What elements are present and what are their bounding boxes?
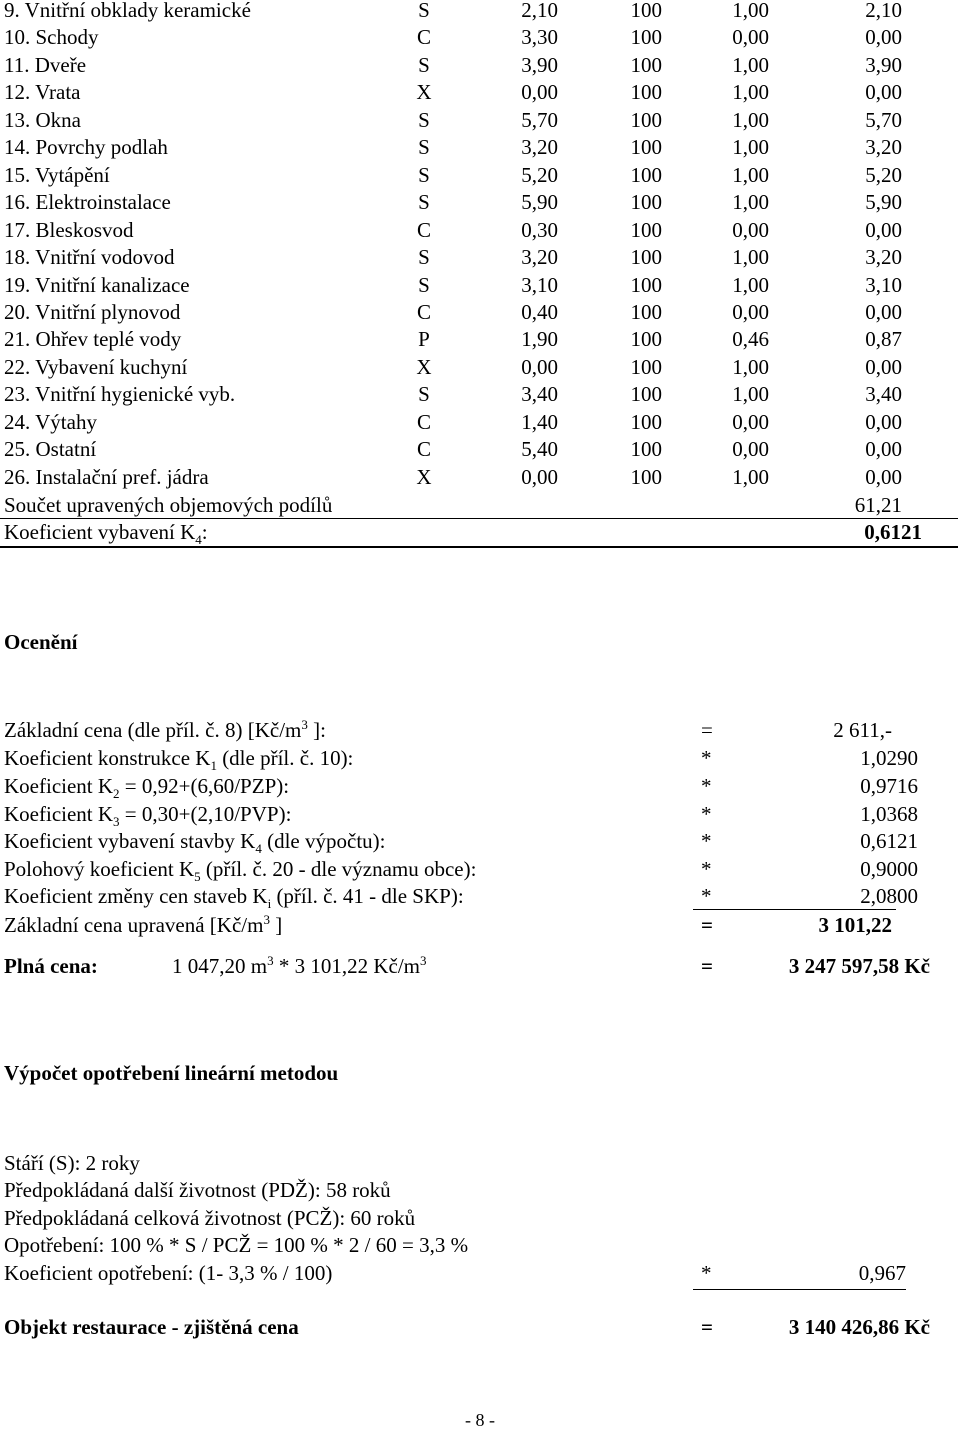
- depreciation-heading: Výpočet opotřebení lineární metodou: [4, 1061, 339, 1085]
- cell-code: C: [416, 25, 431, 50]
- valuation-label-k1: Koeficient konstrukce $K_1$ (dle příl. č. 10):: [4, 746, 354, 774]
- cell-pct: 100: [630, 217, 662, 242]
- valuation-op-ki: *: [701, 884, 712, 908]
- age-line: Stáří (S): 2 roky: [4, 1151, 140, 1175]
- valuation-op-k3: *: [701, 802, 712, 826]
- cell-pct: 100: [630, 354, 662, 379]
- cell-pct: 100: [630, 0, 662, 22]
- full-price-label: Plná cena:: [4, 954, 98, 978]
- wear-coef-row: [4, 1260, 956, 1286]
- cell-code: S: [418, 190, 430, 215]
- cell-adj: 0,87: [865, 327, 902, 352]
- table-row: [4, 326, 956, 352]
- valuation-value-k3: 1,0368: [860, 802, 918, 826]
- cell-share: 0,00: [521, 80, 558, 105]
- cell-name: 11. Dveře: [4, 52, 87, 77]
- full-price-op: =: [701, 954, 713, 978]
- cell-pct: 100: [630, 190, 662, 215]
- cell-name: 13. Okna: [4, 107, 81, 132]
- cell-adj: 3,20: [865, 245, 902, 270]
- table-row: [4, 52, 956, 78]
- cell-name: 25. Ostatní: [4, 437, 97, 462]
- k4-label: Koeficient vybavení $K_4$:: [4, 520, 208, 548]
- cell-share: 0,00: [521, 354, 558, 379]
- total-life-line: Předpokládaná celková životnost (PCŽ): 60 roků: [4, 1206, 416, 1230]
- cell-pct: 100: [630, 409, 662, 434]
- cell-pct: 100: [630, 382, 662, 407]
- cell-adj: 5,90: [865, 190, 902, 215]
- cell-share: 3,10: [521, 272, 558, 297]
- cell-pct: 100: [630, 162, 662, 187]
- cell-code: S: [418, 52, 430, 77]
- wear-coef-value: 0,967: [858, 1261, 906, 1285]
- valuation-value-base: 2 611,-: [833, 718, 892, 742]
- cell-share: 3,40: [521, 382, 558, 407]
- cell-coef: 1,00: [732, 162, 769, 187]
- valuation-heading: Ocenění: [4, 630, 78, 654]
- valuation-row-ki: [4, 883, 956, 912]
- cell-code: P: [418, 327, 430, 352]
- cell-adj: 5,70: [865, 107, 902, 132]
- full-price-row: [4, 953, 956, 979]
- valuation-label-k2: Koeficient $K_2 = 0,92+(6,60/PZP)$:: [4, 774, 290, 802]
- cell-code: S: [418, 0, 430, 22]
- cell-coef: 1,00: [732, 80, 769, 105]
- cell-code: C: [416, 437, 431, 462]
- valuation-value-adjusted: 3 101,22: [818, 913, 892, 937]
- wear-coef-label: Koeficient opotřebení: (1- 3,3 % / 100): [4, 1261, 333, 1285]
- cell-name: 15. Vytápění: [4, 162, 110, 187]
- full-price-calc: 1 047,20 $m^3 * 3$ 101,22 $Kč/m^3$: [172, 953, 427, 978]
- cell-coef: 1,00: [732, 245, 769, 270]
- valuation-value-k1: 1,0290: [860, 746, 918, 770]
- cell-code: S: [418, 107, 430, 132]
- cell-pct: 100: [630, 80, 662, 105]
- valuation-row-k2: [4, 773, 956, 802]
- table-row: [4, 464, 956, 490]
- cell-adj: 0,00: [865, 464, 902, 489]
- valuation-row-k5: [4, 856, 956, 885]
- valuation-row-base: [4, 717, 956, 743]
- adjusted-rule: [693, 909, 896, 910]
- cell-coef: 1,00: [732, 135, 769, 160]
- table-row: [4, 354, 956, 380]
- cell-adj: 5,20: [865, 162, 902, 187]
- table-row: [4, 381, 956, 407]
- table-row: [4, 0, 956, 23]
- cell-coef: 1,00: [732, 464, 769, 489]
- cell-pct: 100: [630, 327, 662, 352]
- cell-name: 21. Ohřev teplé vody: [4, 327, 182, 352]
- valuation-label-k4: Koeficient vybavení stavby $K_4$ (dle výpočtu):: [4, 829, 386, 857]
- k4-underline: [0, 546, 958, 548]
- valuation-row-adjusted: [4, 912, 956, 938]
- cell-adj: 0,00: [865, 80, 902, 105]
- cell-adj: 0,00: [865, 299, 902, 324]
- cell-pct: 100: [630, 52, 662, 77]
- table-row: [4, 134, 956, 160]
- cell-share: 3,20: [521, 135, 558, 160]
- table-row: [4, 24, 956, 50]
- cell-coef: 0,00: [732, 217, 769, 242]
- table-row: [4, 244, 956, 270]
- cell-code: C: [416, 299, 431, 324]
- cell-share: 5,90: [521, 190, 558, 215]
- cell-code: S: [418, 272, 430, 297]
- valuation-op-k5: *: [701, 857, 712, 881]
- cell-adj: 3,20: [865, 135, 902, 160]
- cell-name: 14. Povrchy podlah: [4, 135, 168, 160]
- cell-name: 26. Instalační pref. jádra: [4, 464, 209, 489]
- cell-pct: 100: [630, 135, 662, 160]
- valuation-value-k5: 0,9000: [860, 857, 918, 881]
- cell-share: 2,10: [521, 0, 558, 22]
- valuation-op-k4: *: [701, 829, 712, 853]
- cell-coef: 1,00: [732, 52, 769, 77]
- cell-adj: 0,00: [865, 25, 902, 50]
- valuation-label-base: Základní cena (dle příl. č. 8) [$Kč/m^3$ ]:: [4, 717, 326, 742]
- cell-share: 3,30: [521, 25, 558, 50]
- cell-adj: 3,90: [865, 52, 902, 77]
- cell-name: 20. Vnitřní plynovod: [4, 299, 181, 324]
- cell-code: X: [416, 80, 432, 105]
- cell-share: 3,20: [521, 245, 558, 270]
- table-row: [4, 162, 956, 188]
- table-row: [4, 409, 956, 435]
- cell-coef: 1,00: [732, 354, 769, 379]
- cell-pct: 100: [630, 245, 662, 270]
- cell-name: 18. Vnitřní vodovod: [4, 245, 175, 270]
- valuation-row-k4: [4, 828, 956, 857]
- valuation-op-adjusted: =: [701, 913, 713, 937]
- sum-label: Součet upravených objemových podílů: [4, 493, 333, 517]
- wear-coef-op: *: [701, 1261, 712, 1285]
- wear-line: Opotřebení: 100 % * S / PCŽ = 100 % * 2 / 60 = 3,3 %: [4, 1233, 469, 1257]
- cell-share: 1,90: [521, 327, 558, 352]
- cell-share: 5,40: [521, 437, 558, 462]
- valuation-value-k2: 0,9716: [860, 774, 918, 798]
- cell-pct: 100: [630, 299, 662, 324]
- valuation-label-ki: Koeficient změny cen staveb $K_i$ (příl. č. 41 - dle SKP):: [4, 884, 464, 912]
- cell-share: 0,40: [521, 299, 558, 324]
- cell-name: 16. Elektroinstalace: [4, 190, 171, 215]
- cell-adj: 0,00: [865, 437, 902, 462]
- cell-pct: 100: [630, 437, 662, 462]
- cell-adj: 0,00: [865, 217, 902, 242]
- cell-pct: 100: [630, 25, 662, 50]
- cell-name: 10. Schody: [4, 25, 99, 50]
- result-value: 3 140 426,86 Kč: [788, 1315, 930, 1339]
- wear-rule: [693, 1289, 906, 1290]
- cell-code: X: [416, 354, 432, 379]
- cell-adj: 0,00: [865, 409, 902, 434]
- cell-coef: 0,46: [732, 327, 769, 352]
- cell-coef: 1,00: [732, 190, 769, 215]
- cell-coef: 1,00: [732, 272, 769, 297]
- valuation-row-k1: [4, 745, 956, 774]
- cell-adj: 3,40: [865, 382, 902, 407]
- cell-code: S: [418, 382, 430, 407]
- cell-coef: 0,00: [732, 25, 769, 50]
- table-row: [4, 107, 956, 133]
- result-op: =: [701, 1315, 713, 1339]
- valuation-op-k2: *: [701, 774, 712, 798]
- table-row: [4, 436, 956, 462]
- valuation-label-k3: Koeficient $K_3 = 0,30+(2,10/PVP)$:: [4, 802, 292, 830]
- table-row: [4, 189, 956, 215]
- valuation-value-ki: 2,0800: [860, 884, 918, 908]
- cell-code: C: [416, 409, 431, 434]
- cell-name: 24. Výtahy: [4, 409, 97, 434]
- cell-adj: 3,10: [865, 272, 902, 297]
- table-row: [4, 272, 956, 298]
- valuation-op-k1: *: [701, 746, 712, 770]
- sum-row: [4, 492, 956, 518]
- valuation-label-adjusted: Základní cena upravená [$Kč/m^3$ ]: [4, 912, 283, 937]
- valuation-row-k3: [4, 801, 956, 830]
- full-price-value: 3 247 597,58 Kč: [788, 954, 930, 978]
- cell-code: S: [418, 135, 430, 160]
- cell-coef: 0,00: [732, 409, 769, 434]
- sum-value: 61,21: [854, 493, 902, 517]
- result-label: Objekt restaurace - zjištěná cena: [4, 1315, 299, 1339]
- cell-adj: 2,10: [865, 0, 902, 22]
- cell-share: 0,30: [521, 217, 558, 242]
- cell-adj: 0,00: [865, 354, 902, 379]
- cell-name: 17. Bleskosvod: [4, 217, 134, 242]
- cell-coef: 0,00: [732, 299, 769, 324]
- cell-coef: 1,00: [732, 0, 769, 22]
- cell-share: 0,00: [521, 464, 558, 489]
- cell-pct: 100: [630, 272, 662, 297]
- cell-pct: 100: [630, 107, 662, 132]
- cell-share: 1,40: [521, 409, 558, 434]
- cell-share: 5,70: [521, 107, 558, 132]
- cell-code: C: [416, 217, 431, 242]
- valuation-value-k4: 0,6121: [860, 829, 918, 853]
- cell-pct: 100: [630, 464, 662, 489]
- cell-name: 12. Vrata: [4, 80, 81, 105]
- remaining-life-line: Předpokládaná další životnost (PDŽ): 58 roků: [4, 1178, 391, 1202]
- cell-code: S: [418, 245, 430, 270]
- cell-coef: 1,00: [732, 107, 769, 132]
- table-row: [4, 217, 956, 243]
- valuation-label-k5: Polohový koeficient $K_5$ (příl. č. 20 - dle významu obce):: [4, 857, 477, 885]
- cell-name: 22. Vybavení kuchyní: [4, 354, 188, 379]
- cell-code: X: [416, 464, 432, 489]
- cell-name: 19. Vnitřní kanalizace: [4, 272, 190, 297]
- table-row: [4, 79, 956, 105]
- valuation-op-base: =: [701, 718, 713, 742]
- cell-share: 5,20: [521, 162, 558, 187]
- cell-share: 3,90: [521, 52, 558, 77]
- cell-name: 23. Vnitřní hygienické vyb.: [4, 382, 236, 407]
- k4-row: [4, 519, 956, 548]
- cell-name: 9. Vnitřní obklady keramické: [4, 0, 251, 22]
- cell-coef: 1,00: [732, 382, 769, 407]
- k4-value: 0,6121: [864, 520, 922, 544]
- table-row: [4, 299, 956, 325]
- cell-coef: 0,00: [732, 437, 769, 462]
- cell-code: S: [418, 162, 430, 187]
- result-row: [4, 1314, 956, 1340]
- page-number: - 8 -: [465, 1410, 495, 1430]
